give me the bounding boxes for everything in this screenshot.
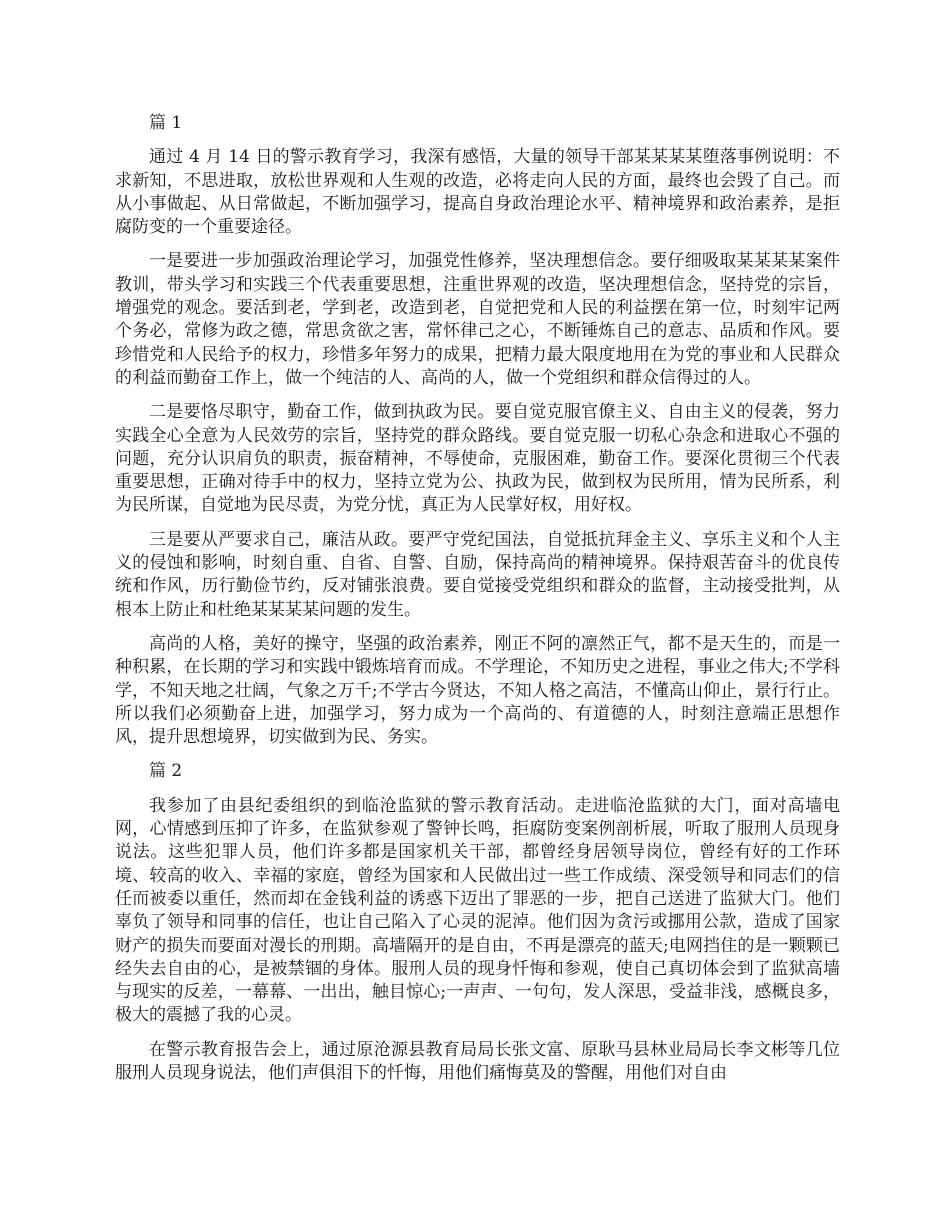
section-2 <box>115 760 840 1085</box>
section-1 <box>115 112 840 749</box>
section-title: 篇 1 <box>149 113 183 133</box>
paragraph: 高尚的人格，美好的操守，坚强的政治素养，刚正不阿的凛然正气，都不是天生的，而是一种积累，在长期的学习和实践中锻炼培育而成。不学理论，不知历史之进程，事业之伟大;不学科学，不知天地之壮阔，气象之万千;不学古今贤达，不知人格之高洁，不懂高山仰止，景行行止。所以我们必须勤奋上进，加强学习，努力成为一个高尚的、有道德的人，时刻注意端正思想作风，提升思想境界，切实做到为民、务实。 <box>115 633 840 748</box>
paragraph: 二是要恪尽职守，勤奋工作，做到执政为民。要自觉克服官僚主义、自由主义的侵袭，努力实践全心全意为人民效劳的宗旨，坚持党的群众路线。要自觉克服一切私心杂念和进取心不强的问题，充分认识肩负的职责，振奋精神，不辱使命，克服困难，勤奋工作。要深化贯彻三个代表重要思想，正确对待手中的权力，坚持立党为公、执政为民，做到权为民所用，情为民所系，利为民所谋，自觉地为民尽责，为党分忧，真正为人民掌好权，用好权。 <box>115 402 840 516</box>
document-page <box>115 112 840 1096</box>
paragraph: 一是要进一步加强政治理论学习，加强党性修养，坚决理想信念。要仔细吸取某某某某案件教训，带头学习和实践三个代表重要思想，注重世界观的改造，坚决理想信念，坚持党的宗旨，增强党的观念。要活到老，学到老，改造到老，自觉把党和人民的利益摆在第一位，时刻牢记两个务必，常修为政之德，常思贪欲之害，常怀律己之心，不断锤炼自己的意志、品质和作风。要珍惜党和人民给予的权力，珍惜多年努力的成果，把精力最大限度地用在为党的事业和人民群众的利益而勤奋工作上，做一个纯洁的人、高尚的人，做一个党组织和群众信得过的人。 <box>115 251 840 388</box>
section-title: 篇 2 <box>149 761 183 782</box>
paragraph: 三是要从严要求自己，廉洁从政。要严守党纪国法，自觉抵抗拜金主义、享乐主义和个人主义的侵蚀和影响，时刻自重、自省、自警、自励，保持高尚的精神境界。保持艰苦奋斗的优良传统和作风，历行勤俭节约，反对铺张浪费。要自觉接受党组织和群众的监督，主动接受批判，从根本上防止和杜绝某某某某问题的发生。 <box>115 529 840 620</box>
paragraph: 我参加了由县纪委组织的到临沧监狱的警示教育活动。走进临沧监狱的大门，面对高墙电网，心情感到压抑了许多，在监狱参观了警钟长鸣，拒腐防变案例剖析展，听取了服刑人员现身说法。这些犯罪人员，他们许多都是国家机关干部，都曾经身居领导岗位，曾经有好的工作环境、较高的收入、幸福的家庭，曾经为国家和人民做出过一些工作成绩、深受领导和同志们的信任而被委以重任，然而却在金钱利益的诱惑下迈出了罪恶的一步，把自己送进了监狱大门。他们辜负了领导和同事的信任，也让自己陷入了心灵的泥淖。他们因为贪污或挪用公款，造成了国家财产的损失而要面对漫长的刑期。高墙隔开的是自由，不再是漂亮的蓝天;电网挡住的是一颗颗已经失去自由的心，是被禁锢的身体。服刑人员的现身忏悔和参观，使自己真切体会到了监狱高墙与现实的反差，一幕幕、一出出，触目惊心;一声声、一句句，发人深思，受益非浅，感概良多，极大的震撼了我的心灵。 <box>115 795 840 1026</box>
paragraph: 通过 4 月 14 日的警示教育学习，我深有感悟，大量的领导干部某某某某堕落事例说明：不求新知，不思进取，放松世界观和人生观的改造，必将走向人民的方面，最终也会毁了自己。而从小事做起、从日常做起，不断加强学习，提高自身政治理论水平、精神境界和政治素养，是拒腐防变的一个重要途径。 <box>115 147 840 238</box>
paragraph: 在警示教育报告会上，通过原沧源县教育局局长张文富、原耿马县林业局局长李文彬等几位服刑人员现身说法，他们声俱泪下的忏悔，用他们痛悔莫及的警醒，用他们对自由 <box>115 1039 840 1083</box>
